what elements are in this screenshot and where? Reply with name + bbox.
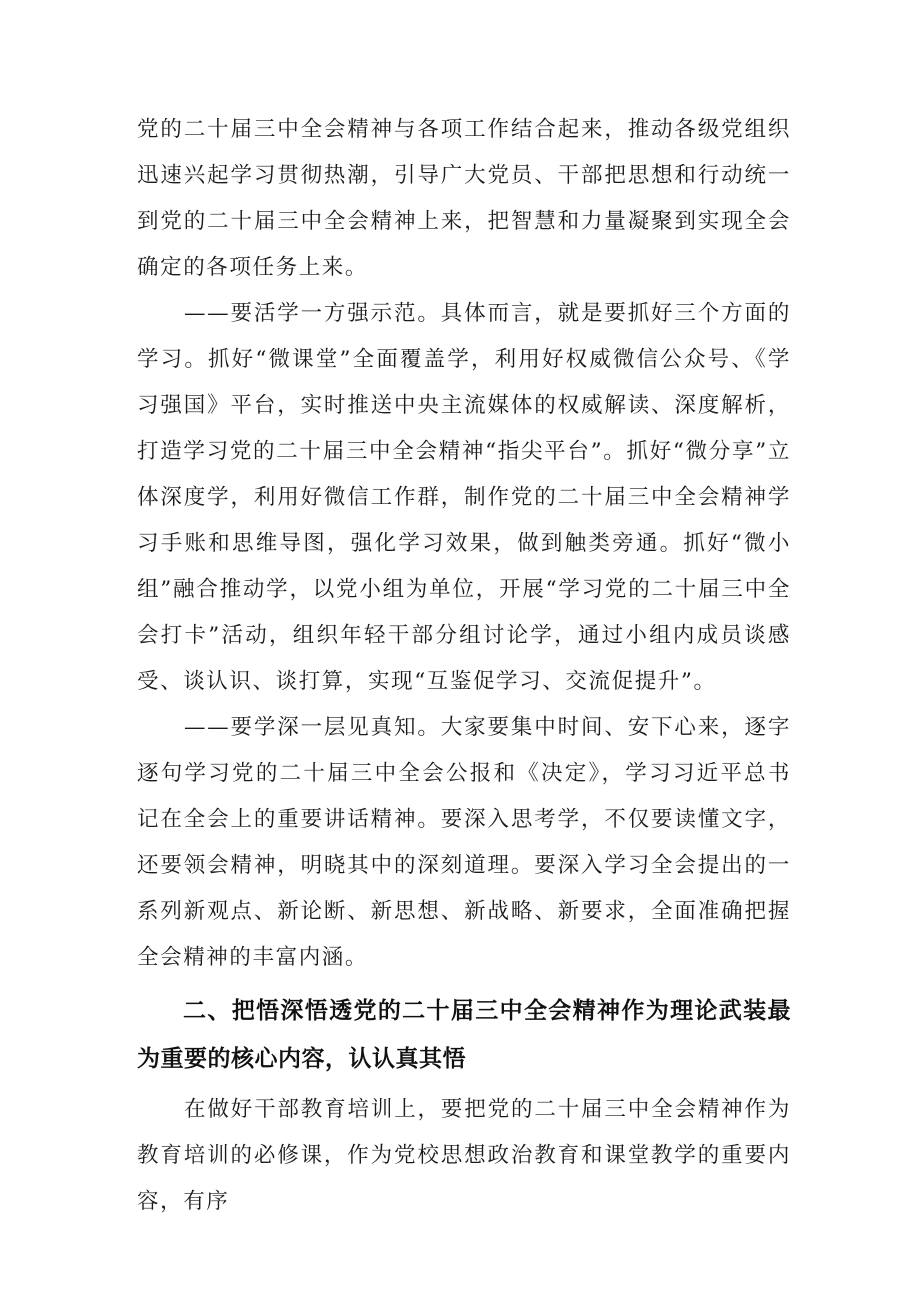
paragraph-active-learning: ——要活学一方强示范。具体而言，就是要抓好三个方面的学习。抓好“微课堂”全面覆盖学，利用好权威微信公众号、《学习强国》平台，实时推送中央主流媒体的权威解读、深度解析，打造学习党的二十届三中全会精神“指尖平台”。抓好“微分享”立体深度学，利用好微信工作群，制作党的二十届三中全会精神学习手账和思维导图，强化学习效果，做到触类旁通。抓好“微小组”融合推动学，以党小组为单位，开展“学习党的二十届三中全会打卡”活动，组织年轻干部分组讨论学，通过小组内成员谈感受、谈认识、谈打算，实现“互鉴促学习、交流促提升”。 [137, 301, 791, 694]
document-body [137, 107, 791, 1225]
paragraph-cadre-training: 在做好干部教育培训上，要把党的二十届三中全会精神作为教育培训的必修课，作为党校思想政治教育和课堂教学的重要内容，有序 [137, 1097, 791, 1214]
paragraph-continuation: 党的二十届三中全会精神与各项工作结合起来，推动各级党组织迅速兴起学习贯彻热潮，引导广大党员、干部把思想和行动统一到党的二十届三中全会精神上来，把智慧和力量凝聚到实现全会确定的各项任务上来。 [137, 117, 791, 280]
paragraph-deep-learning: ——要学深一层见真知。大家要集中时间、安下心来，逐字逐句学习党的二十届三中全会公报和《决定》，学习习近平总书记在全会上的重要讲话精神。要深入思考学，不仅要读懂文字，还要领会精神，明晓其中的深刻道理。要深入学习全会提出的一系列新观点、新论断、新思想、新战略、新要求，全面准确把握全会精神的丰富内涵。 [137, 715, 791, 970]
section-heading: 二、把悟深悟透党的二十届三中全会精神作为理论武装最为重要的核心内容，认认真其悟 [137, 998, 791, 1072]
